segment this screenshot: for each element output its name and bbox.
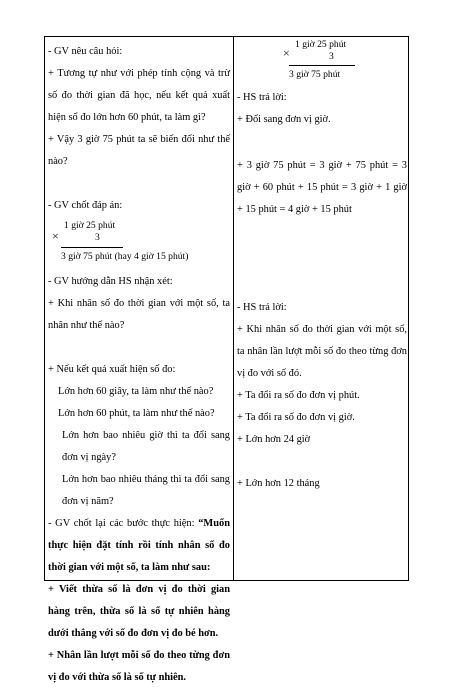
student-reply-3: + Ta đổi ra số đo đơn vị phút.: [237, 390, 360, 401]
step-2: + Nhân lần lượt mỗi số đo theo từng đơn vị đo với thừa số là số tự nhiên.: [48, 650, 230, 683]
multiplicand: 1 giờ 25 phút: [64, 220, 116, 231]
multiply-sign: ×: [283, 46, 290, 60]
teacher-condition: + Nếu kết quả xuất hiện số đo:: [48, 364, 176, 375]
condition-minutes: Lớn hơn 60 phút, ta làm như thế nào?: [58, 408, 215, 419]
multiplication-example: [48, 217, 230, 271]
step-1: + Viết thừa số là đơn vị đo thời gian hàng trên, thừa số là số tự nhiên hàng dưới thẳng với số đo đơn vị đo bé hơn.: [48, 584, 230, 639]
multiplier: 3: [329, 51, 334, 62]
student-reply-1: + Đổi sang đơn vị giờ.: [237, 114, 331, 125]
teacher-question-2: + Vậy 3 giờ 75 phút ta sẽ biến đổi như thế nào?: [48, 134, 230, 167]
teacher-question-1: + Tương tự như với phép tính cộng và trừ số đo thời gian đã học, nếu kết quả xuất hiện số đo lớn hơn 60 phút, ta làm gì?: [48, 68, 230, 123]
student-reply-label: - HS trả lời:: [237, 92, 287, 103]
student-reply-label-2: - HS trả lời:: [237, 302, 287, 313]
teacher-guide-question: + Khi nhân số đo thời gian với một số, ta nhân như thế nào?: [48, 298, 230, 331]
multiplier: 3: [95, 232, 100, 243]
lesson-table: [44, 36, 409, 683]
student-reply-5: + Lớn hơn 24 giờ: [237, 434, 311, 445]
student-reply-6: + Lớn hơn 12 tháng: [237, 478, 320, 489]
teacher-guide: - GV hướng dẫn HS nhận xét:: [48, 276, 173, 287]
result-line: [61, 247, 123, 248]
multiplication-result: 3 giờ 75 phút (hay 4 giờ 15 phút): [61, 251, 189, 262]
teacher-question-intro: - GV nêu câu hỏi:: [48, 46, 123, 57]
condition-hours: Lớn hơn bao nhiêu giờ thì ta đổi sang đơn vị ngày?: [62, 430, 230, 463]
multiply-sign: ×: [52, 229, 59, 243]
condition-seconds: Lớn hơn 60 giây, ta làm như thế nào?: [58, 386, 214, 397]
student-reply-4: + Ta đổi ra số đo đơn vị giờ.: [237, 412, 355, 423]
student-multiplication: [237, 41, 407, 87]
student-reply-2: + Khi nhân số đo thời gian với một số, ta nhân lần lượt mỗi số đo theo từng đơn vị đo với số đó.: [237, 324, 407, 379]
result-line: [289, 65, 355, 66]
multiplication-result: 3 giờ 75 phút: [289, 69, 341, 80]
multiplicand: 1 giờ 25 phút: [295, 39, 347, 50]
teacher-column: [48, 41, 230, 689]
student-column: [237, 41, 407, 495]
teacher-conclusion: - GV chốt lại các bước thực hiện: “Muốn thực hiện đặt tính rồi tính nhân số đo thời gian với một số, ta làm như sau:: [48, 518, 230, 573]
teacher-answer-label: - GV chốt đáp án:: [48, 200, 123, 211]
student-conversion: + 3 giờ 75 phút = 3 giờ + 75 phút = 3 giờ + 60 phút + 15 phút = 3 giờ + 1 giờ + 15 phút = 4 giờ + 15 phút: [237, 160, 407, 215]
condition-months: Lớn hơn bao nhiêu tháng thì ta đổi sang đơn vị năm?: [62, 474, 230, 507]
column-divider: [233, 37, 234, 580]
